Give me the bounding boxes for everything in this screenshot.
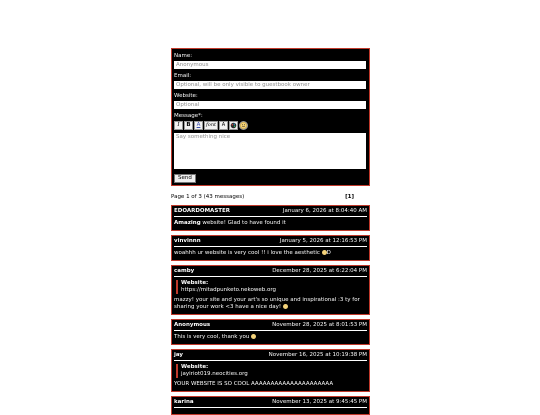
entry-header <box>174 238 367 247</box>
underline-button[interactable]: A <box>194 121 203 130</box>
entry-message <box>174 220 367 227</box>
entry-message <box>174 250 367 257</box>
entry-message-suffix: D <box>326 250 331 256</box>
entry-author: vinvinnn <box>174 238 201 244</box>
entry-message-bold: Amazing <box>174 220 201 226</box>
entry-author: karina <box>174 399 194 405</box>
entry-website <box>176 364 367 378</box>
entry-author: jay <box>174 352 184 358</box>
entry-date: January 6, 2026 at 8:04:40 AM <box>282 208 367 214</box>
font-size-button[interactable]: A <box>219 121 228 130</box>
entry-header <box>174 399 367 408</box>
entry-author: EDOARDOMASTER <box>174 208 231 214</box>
palette-icon <box>230 122 237 129</box>
page-link-1[interactable]: [1] <box>345 193 354 200</box>
guestbook-entry <box>171 265 370 315</box>
pagination <box>171 192 370 201</box>
message-textarea[interactable]: Say something nice <box>174 133 366 169</box>
entry-date: November 16, 2025 at 10:19:38 PM <box>268 352 367 358</box>
smiley-icon <box>283 304 288 309</box>
guestbook-form <box>171 48 370 186</box>
entry-date: November 28, 2025 at 8:01:53 PM <box>272 322 367 328</box>
font-button[interactable]: font <box>205 122 217 128</box>
entry-message-text: website! Glad to have found it <box>200 220 286 226</box>
entry-date: January 5, 2026 at 12:16:53 PM <box>279 238 367 244</box>
entry-message <box>174 297 367 311</box>
smiley-icon <box>240 122 247 129</box>
entry-header <box>174 322 367 331</box>
send-button[interactable]: Send <box>174 174 196 183</box>
entry-website-label: Website: <box>181 280 209 286</box>
guestbook-entry <box>171 349 370 392</box>
name-input[interactable]: Anonymous <box>174 61 366 69</box>
smiley-icon <box>251 334 256 339</box>
entry-message-text: This is very cool, thank you <box>174 334 250 340</box>
entry-message <box>174 334 367 341</box>
guestbook <box>171 48 370 415</box>
format-toolbar <box>174 121 367 130</box>
entry-website-link[interactable]: https://mitadpunketo.nekoweb.org <box>181 287 276 293</box>
entry-website-label: Website: <box>181 364 209 370</box>
entry-date: November 13, 2025 at 9:45:45 PM <box>272 399 367 405</box>
bold-button[interactable]: B <box>184 121 193 130</box>
guestbook-entry <box>171 235 370 261</box>
email-input[interactable]: Optional, will be only visible to guestbook owner <box>174 81 366 89</box>
italic-button[interactable]: I <box>174 121 183 130</box>
entry-message-text: mazzy! your site and your art's so unique and inspirational :3 ty for sharing your work <3 have a nice day! <box>174 297 360 310</box>
website-label: Website: <box>174 93 198 99</box>
website-input[interactable]: Optional <box>174 101 366 109</box>
name-label: Name: <box>174 53 193 59</box>
entry-author: Anonymous <box>174 322 211 328</box>
entry-website-link[interactable]: jayiriot019.neocities.org <box>181 371 248 377</box>
guestbook-entry <box>171 396 370 415</box>
entry-author: camby <box>174 268 195 274</box>
entry-message: YOUR WEBSITE IS SO COOL AAAAAAAAAAAAAAAAAAAAA <box>174 381 334 387</box>
message-label: Message*: <box>174 113 203 119</box>
color-button[interactable] <box>229 121 238 130</box>
guestbook-entry <box>171 319 370 345</box>
entry-website <box>176 280 367 294</box>
guestbook-entry <box>171 205 370 231</box>
entry-header <box>174 268 367 277</box>
emoji-button[interactable] <box>239 121 248 130</box>
entry-date: December 28, 2025 at 6:22:04 PM <box>272 268 367 274</box>
email-label: Email: <box>174 73 192 79</box>
pagination-info: Page 1 of 3 (43 messages) <box>171 193 245 200</box>
entry-message-text: woahhh ur website is very cool !! i love the aesthetic <box>174 250 320 256</box>
entry-header <box>174 208 367 217</box>
entry-header <box>174 352 367 361</box>
